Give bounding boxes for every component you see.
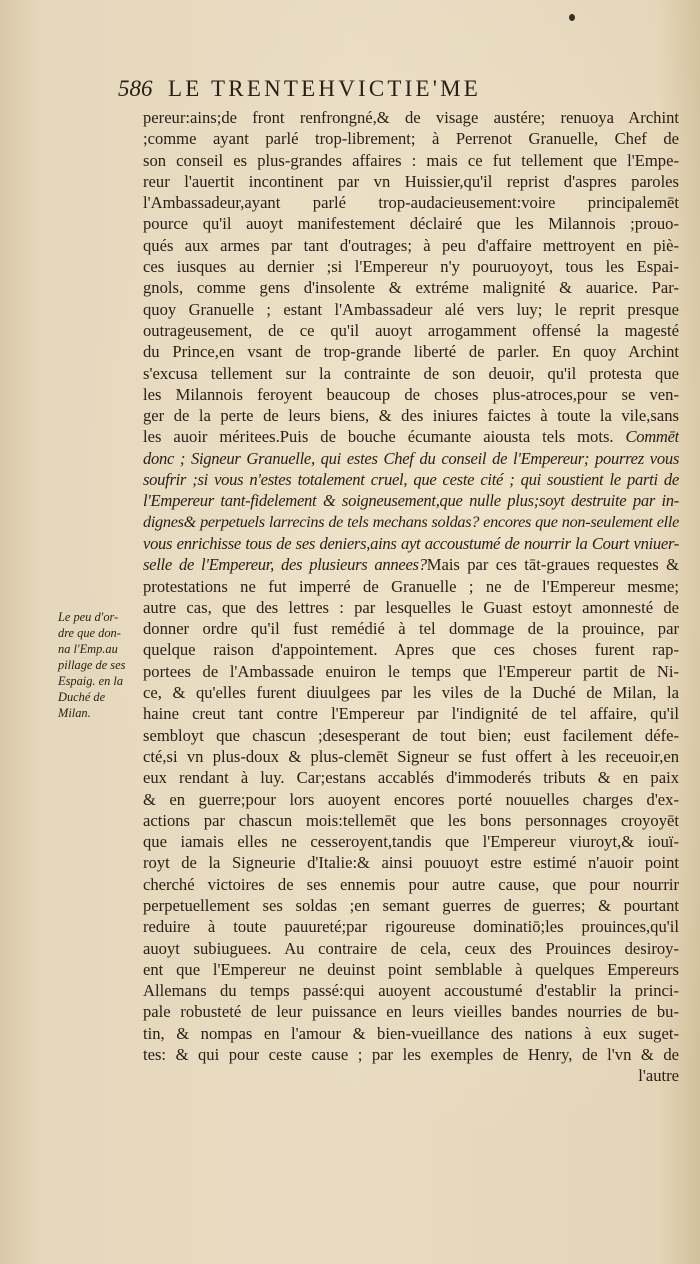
text-line: son conseil es plus-grandes affaires : mais ce fut tellement que l'Empe- [143,150,679,170]
text-line: reur l'auertit incontinent par vn Huissier,qu'il reprist d'aspres paroles [143,171,679,191]
text-line: donner ordre qu'il fust remédié à tel dommage de la prouince, par [143,619,679,639]
text-line: ent que l'Empereur ne deuinst point semblable à quelques Empereurs [143,959,679,979]
text-line: sembloyt que chascun ;desesperant de tout bien; eust facilement défe- [143,725,679,745]
text-line: cté,si vn plus-doux & plus-clemēt Signeur se fust offert à les receuoir,en [143,746,679,766]
text-line: outrageusement, de ce qu'il auoyt arrogamment offensé la magesté [143,320,679,340]
text-line: haine creut tant contre l'Empereur par l'indignité de tel affaire, qu'il [143,704,679,724]
text-line: ces iusques au dernier ;si l'Empereur n'y pouruoyoyt, tous les Espai- [143,257,679,277]
margin-note-line: Duché de [58,690,106,704]
text-line: gnols, comme gens d'insolente & extréme malignité & auarice. Par- [143,278,679,298]
margin-note-line: Milan. [58,706,91,720]
text-line: quelque raison d'appointement. Apres que ces choses furent rap- [143,640,679,660]
text-line: tin, & nompas en l'amour & bien-vueillance des nations à eux suget- [143,1023,679,1043]
italic-segment: Commēt [625,427,679,447]
margin-note-line: na l'Emp.au [58,642,118,656]
text-line: autre cas, que des lettres : par lesquelles le Guast estoyt amonnesté de [143,597,679,617]
text-line: soufrir ;si vous n'estes totalement cruel, que ceste cité ; qui soustient le parti de [143,470,679,490]
text-line: pource qu'il auoyt manifestement déclairé que les Milannois ;prouo- [143,214,679,234]
ink-blot [569,14,575,21]
roman-segment: Mais par ces tāt-graues requestes & [426,555,679,575]
text-line [143,554,679,575]
roman-segment: les auoir méritees.Puis de bouche écumante aiousta tels mots. [143,427,626,447]
margin-note-line: dre que don- [58,626,121,640]
text-line: dignes& perpetuels larrecins de tels mechans soldas? encores que non-seulement elle [143,512,679,531]
margin-note [58,609,142,721]
text-line: cherché victoires de ses ennemis pour autre cause, que pour nourrir [143,874,679,894]
text-line: donc ; Signeur Granuelle, qui estes Chef du conseil de l'Empereur; pourrez vous [143,448,679,468]
text-line: du Prince,en vsant de trop-grande liberté de parler. En quoy Archint [143,342,679,362]
text-line: & en guerre;pour lors auoyent encores porté nouuelles charges d'ex- [143,789,679,809]
text-line: l'Empereur tant-fidelement & soigneusement,que nulle plus;soyt destruite par in- [143,491,679,511]
text-line: eux rendant à luy. Car;estans accablés d'immoderés tributs & en paix [143,768,679,788]
text-line: ger de la perte de leurs biens, & des iniures faictes à toute la vile,sans [143,406,679,426]
text-line: qués aux armes par tant d'outrages; à peu d'affaire mettroyent en piè- [143,235,679,255]
text-line: perpetuellement ses soldas ;en semant guerres de guerres; & pourtant [143,895,679,915]
text-line: reduire à toute pauureté;par rigoureuse dominatiō;les prouinces,qu'il [143,917,679,937]
text-line: Allemans du temps passé:qui auoyent accoustumé d'establir la princi- [143,981,679,1001]
text-line: auoyt subiuguees. Au contraire de cela, ceux des Prouinces desiroy- [143,938,679,958]
text-line [143,426,679,447]
text-line: pereur:ains;de front renfrongné,& de visage austére; renuoya Archint [143,108,679,127]
body-text [143,107,679,1087]
margin-note-line: Le peu d'or- [58,610,119,624]
text-line: s'excusa tellement sur la contrainte de son deuoir, qu'il protesta que [143,363,679,383]
text-line: quoy Granuelle ; estant l'Ambassadeur alé vers luy; le reprit presque [143,299,679,319]
text-line: tes: & qui pour ceste cause ; par les exemples de Henry, de l'vn & de [143,1045,679,1065]
margin-note-line: Espaig. en la [58,674,124,688]
text-line: ce, & qu'elles furent diuulgees par les viles de la Duché de Milan, la [143,683,679,703]
text-line: l'autre [638,1066,679,1086]
text-line: ;comme ayant parlé trop-librement; à Perrenot Granuelle, Chef de [143,129,679,149]
text-line: portees de l'Ambassade enuiron le temps que l'Empereur partit de Ni- [143,661,679,681]
margin-note-line: pillage de ses [58,658,126,672]
italic-segment: selle de l'Empereur, des plusieurs annees? [143,555,427,575]
text-line: vous enrichisse tous de ses deniers,ains ayt accoustumé de nourrir la Court vniuer- [143,533,679,553]
running-head: LE TRENTEHVICTIE'ME [168,76,482,101]
text-line: l'Ambassadeur,ayant parlé trop-audacieusement:voire principalemēt [143,193,679,213]
text-line: les Milannois feroyent beaucoup de choses plus-atroces,pour se ven- [143,384,679,404]
text-line: que iamais elles ne cesseroyent,tandis que l'Empereur viuroyt,& iouï- [143,832,679,852]
page-header [118,76,678,106]
page-number: 586 [118,76,153,101]
text-line: royt de la Signeurie d'Italie:& ainsi pouuoyt estre estimé n'auoir point [143,853,679,873]
text-line: protestations ne fut imperré de Granuelle ; ne de l'Empereur mesme; [143,576,679,596]
text-line: actions par chascun mois:tellemēt que les bons personnages croyoyēt [143,810,679,830]
text-line: pale robusteté de leur puissance en leurs vieilles bandes nourries de bu- [143,1002,679,1022]
